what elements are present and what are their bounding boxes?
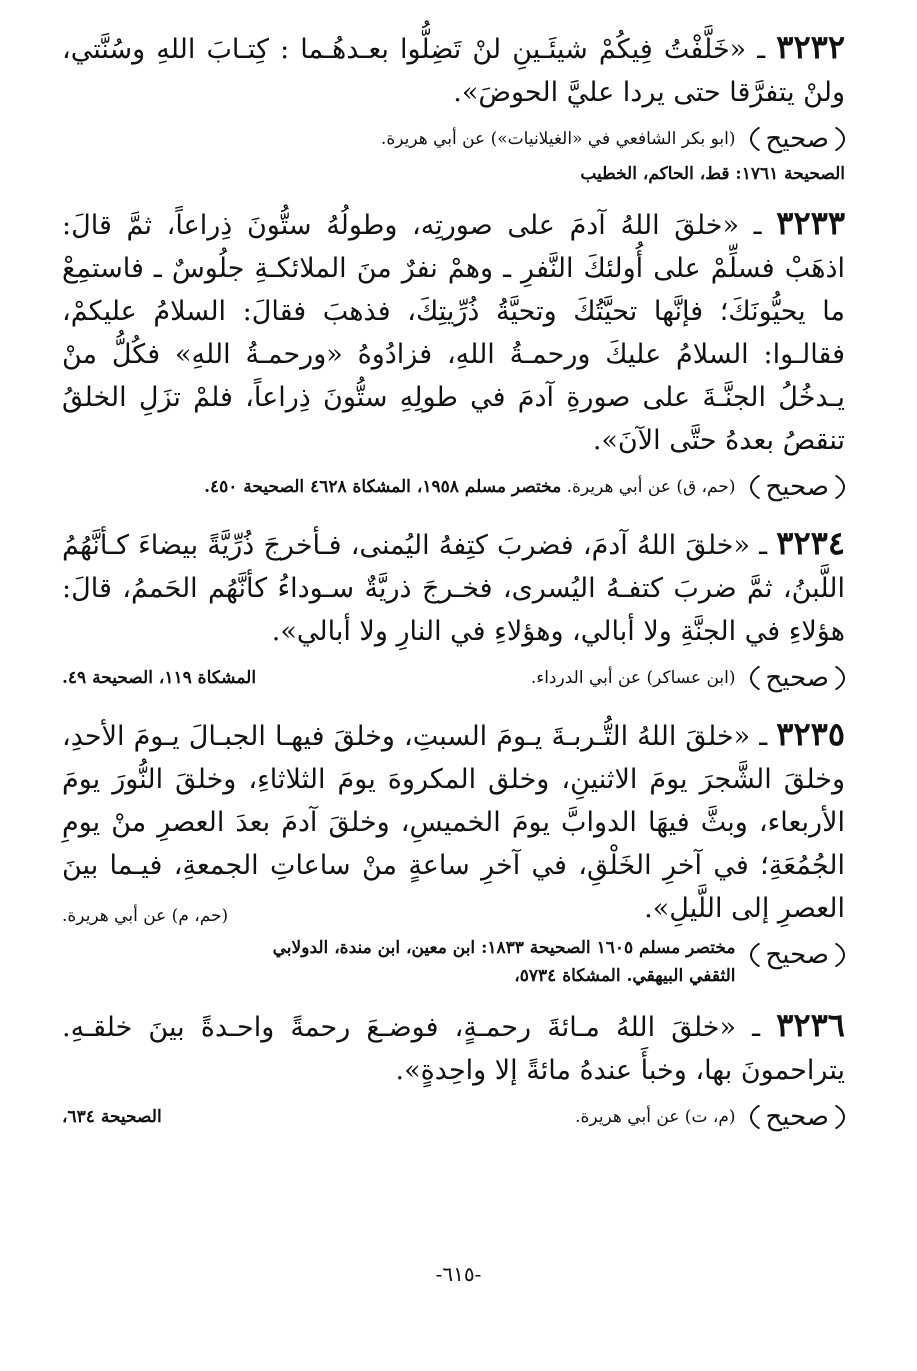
source-row bbox=[62, 1096, 845, 1138]
hadith-text-block bbox=[62, 26, 845, 114]
hadith-dash: ـ bbox=[746, 34, 766, 65]
page-number: -٦١٥- bbox=[435, 1262, 482, 1286]
hadith-text: «خلقَ اللهُ آدمَ، فضربَ كتِفهُ اليُمنى، فـأخرجَ ذُرِّيَّةً بيضاءَ كـأنَّهُمُ اللَّبنُ، ثمَّ ضربَ كتفـهُ اليُسرى، فخـرجَ ذريَّةٌ سـوداءُ كأنَّهُم الحَممُ، قالَ: هؤلاءِ في الجنَّةِ ولا أبالي، وهؤلاءِ في النارِ ولا أبالي». bbox=[62, 530, 845, 647]
grade-label: صحيح bbox=[750, 657, 846, 699]
hadith-dash: ـ bbox=[738, 210, 762, 241]
grade-label: صحيح bbox=[750, 118, 846, 160]
narrator: (ابن عساكر) عن أبي الدرداء. bbox=[530, 668, 736, 688]
hadith-entry bbox=[62, 522, 845, 699]
grade-label: صحيح bbox=[750, 1096, 846, 1138]
hadith-number: ٣٢٣٦ bbox=[776, 1006, 845, 1044]
hadith-number: ٣٢٣٢ bbox=[776, 28, 846, 66]
hadith-text-block bbox=[62, 1004, 845, 1092]
hadith-text: «خلقَ اللهُ آدمَ على صورتِه، وطولُهُ ستُّونَ ذِراعاً، ثمَّ قالَ: اذهَبْ فسلِّمْ على أُولئكَ النَّفرِ ـ وهمْ نفرٌ منَ الملائكـةِ جلُوسٌ ـ فاستمِعْ ما يحيُّونَكَ؛ فإنَّها تحيَّتُكَ وتحيَّةُ ذُرِّيتِكَ، فذهبَ فقالَ: السلامُ عليكمْ، فقالـوا: السلامُ عليكَ ورحمـةُ اللهِ، فزادُوهُ «ورحمـةُ اللهِ» فكُلُّ منْ يـدخُلُ الجنَّـةَ على صورةِ آدمَ في طولِهِ ستُّونَ ذِراعاً، فلمْ تزَلِ الخلقُ تنقصُ بعدهُ حتَّى الآنَ». bbox=[62, 210, 845, 456]
narrator: (حم، م) عن أبي هريرة. bbox=[62, 906, 229, 926]
source-row bbox=[62, 118, 845, 160]
source-row bbox=[62, 466, 845, 508]
hadith-text-block bbox=[62, 522, 845, 653]
hadith-number: ٣٢٣٥ bbox=[776, 715, 846, 753]
narrator: (حم، ق) عن أبي هريرة. bbox=[566, 477, 736, 497]
references: الصحيحة ١٧٦١: قط، الحاكم، الخطيب bbox=[580, 164, 845, 184]
page-content bbox=[62, 26, 845, 1138]
narrator: (ابو بكر الشافعي في «الغيلانيات») عن أبي هريرة. bbox=[380, 129, 736, 149]
hadith-entry bbox=[62, 713, 845, 990]
source-line bbox=[62, 473, 736, 501]
grade-label: صحيح bbox=[750, 934, 846, 976]
hadith-entry bbox=[62, 26, 845, 188]
references: مختصر مسلم ١٦٠٥ الصحيحة ١٨٣٣: ابن معين، ابن مندة، الدولابي الثقفي البيهقي. المشكاة ٥٧٣٤، bbox=[272, 938, 736, 986]
hadith-dash: ـ bbox=[749, 530, 768, 561]
grade-label: صحيح bbox=[750, 466, 846, 508]
hadith-entry bbox=[62, 202, 845, 508]
hadith-dash: ـ bbox=[735, 1012, 761, 1043]
hadith-dash: ـ bbox=[750, 721, 768, 752]
source-row bbox=[62, 657, 845, 699]
hadith-text: «خلقَ اللهُ مـائةَ رحمـةٍ، فوضـعَ رحمةً واحـدةً بينَ خلقـهِ. يتراحمونَ بها، وخبأَ عندهُ مائةً إلا واحِدةٍ». bbox=[62, 1012, 845, 1086]
references: الصحيحة ٦٣٤، bbox=[62, 1107, 162, 1127]
hadith-text-block bbox=[62, 713, 845, 930]
hadith-number: ٣٢٣٤ bbox=[776, 524, 845, 562]
hadith-text: «خَلَّفْتُ فِيكُمْ شيئَـينِ لنْ تَضِلُّوا بعـدهُـما : كِتـابَ اللهِ وسُنَّتي، ولنْ يتفرَّقا حتى يردا عليَّ الحوضَ». bbox=[62, 34, 845, 108]
references: المشكاة ١١٩، الصحيحة ٤٩. bbox=[62, 668, 257, 688]
hadith-number: ٣٢٣٣ bbox=[776, 204, 845, 242]
narrator: (م، ت) عن أبي هريرة. bbox=[575, 1107, 736, 1127]
references: مختصر مسلم ١٩٥٨، المشكاة ٤٦٢٨ الصحيحة ٤٥٠. bbox=[204, 477, 562, 497]
source-row bbox=[228, 934, 845, 990]
hadith-text: «خلقَ اللهُ التُّـربـةَ يـومَ السبتِ، وخلقَ فيهـا الجبـالَ يـومَ الأحدِ، وخلقَ الشَّجرَ يومَ الاثنينِ، وخلق المكروهَ يومَ الثلاثاءِ، وخلقَ النُّورَ يومَ الأربعاء، وبثَّ فيهَا الدوابَّ يومَ الخميسِ، وخلقَ آدمَ بعدَ العصرِ منْ يومِ الجُمُعَةِ؛ في آخرِ الخَلْقِ، في آخرِ ساعةٍ منْ ساعاتِ الجمعةِ، فيـما بينَ العصرِ إلى اللَّيلِ». bbox=[62, 721, 845, 924]
hadith-entry bbox=[62, 1004, 845, 1138]
hadith-text-block bbox=[62, 202, 845, 462]
